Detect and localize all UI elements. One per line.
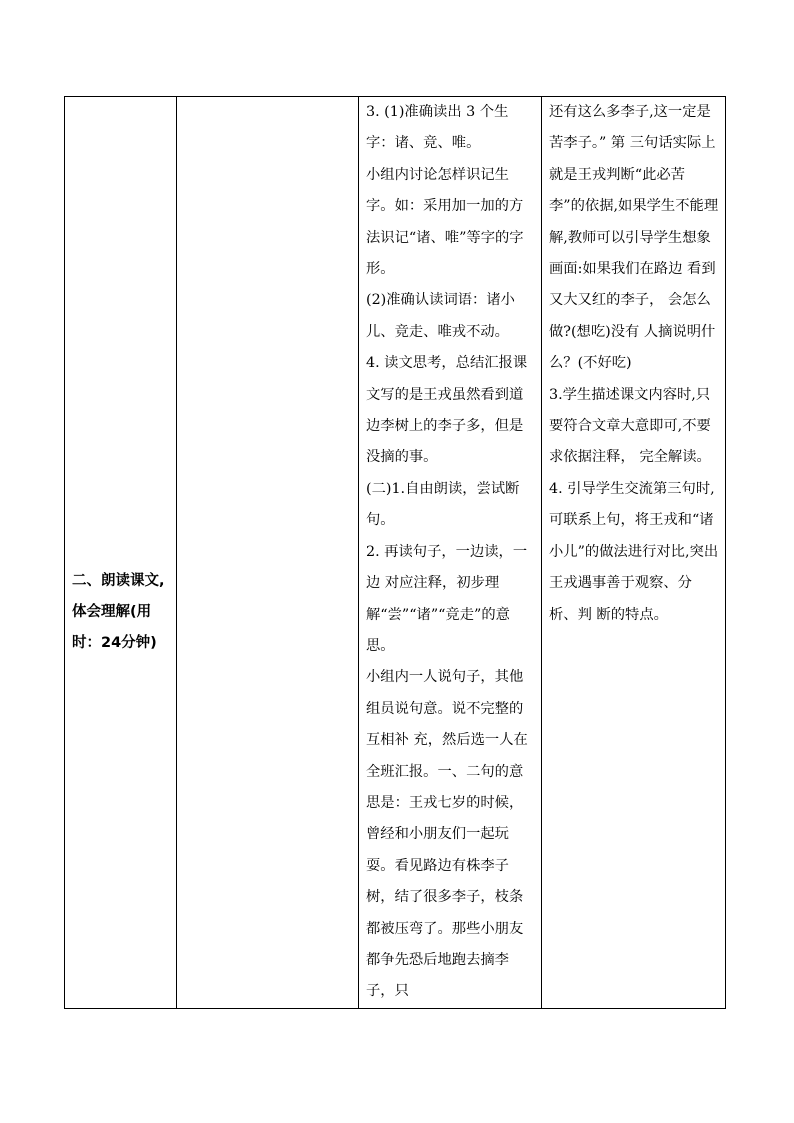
table-row	[65, 97, 726, 1009]
activity-paragraph: (二)1.自由朗读，尝试断句。	[366, 480, 520, 529]
activity-paragraph: (2)准确认读词语：诸小儿、竞走、唯戎不动。	[366, 292, 515, 340]
section-title: 二、朗读课文,体会理解(用时：24分钟)	[72, 572, 165, 651]
teacher-guidance-text	[542, 97, 725, 631]
student-activity-text	[359, 97, 541, 1008]
activity-paragraph: 4. 读文思考，总结汇报课 文写的是王戎虽然看到道边李树上的李子多，但是没摘的事。	[366, 355, 528, 466]
empty-column-cell	[177, 97, 359, 1009]
activity-paragraph: 小组内讨论怎样识记生字。如：采用加一加的方法识记“诸、唯”等字的字形。	[366, 166, 524, 278]
activity-paragraph: 3. (1)准确读出 3 个生字：诸、竞、唯。	[366, 104, 509, 152]
guidance-paragraph: 3.学生描述课文内容时,只要符合文章大意即可,不要求依据注释， 完全解读。	[549, 386, 711, 466]
activity-paragraph: 2. 再读句子，一边读，一边 对应注释，初步理解“尝”“诸”“竞走”的意思。	[366, 543, 528, 654]
guidance-paragraph: 还有这么多李子,这一定是苦李子。” 第 三句话实际上就是王戎判断“此必苦李”的依据,如果学生不能理解,教师可以引导学生想象画面:如果我们在路边 看到又大又红的李子， 会怎么做?(想吃)没有 人摘说明什么？(不好吃)	[549, 104, 719, 372]
student-activity-cell	[359, 97, 542, 1009]
teacher-guidance-cell	[542, 97, 726, 1009]
activity-paragraph: 小组内一人说句子，其他组员说句意。说不完整的互相补 充，然后选一人在全班汇报。一、二句的意思是：王戎七岁的时候，曾经和小朋友们一起玩耍。看见路边有株李子树，结了很多李子，枝条都被压弯了。那些小朋友都争先恐后地跑去摘李子，只	[366, 669, 528, 1000]
guidance-paragraph: 4. 引导学生交流第三句时,可联系上句，将王戎和“诸小儿”的做法进行对比,突出王戎遇事善于观察、分析、判 断的特点。	[549, 480, 719, 623]
lesson-plan-table	[64, 96, 726, 1009]
section-title-cell	[65, 97, 177, 1009]
